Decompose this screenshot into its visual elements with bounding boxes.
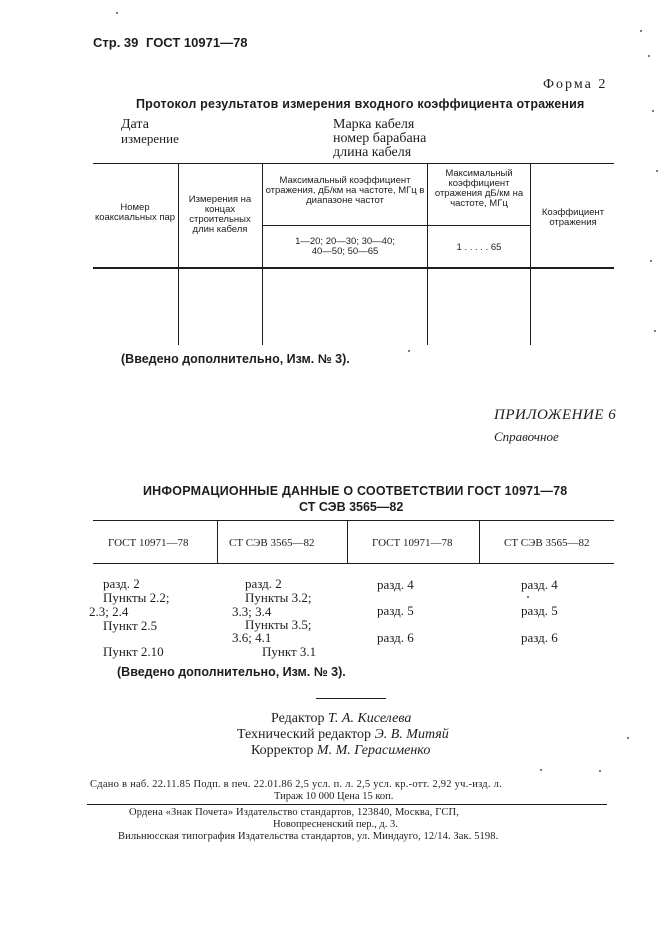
info-cell: разд. 2	[103, 576, 140, 591]
info-cell: разд. 6	[521, 630, 558, 645]
corrector-label: Корректор	[251, 743, 314, 758]
editor-name: Т. А. Киселева	[328, 711, 412, 726]
imprint-line-5: Вильнюсская типография Издательства стандартов, ул. Миндауго, 12/14. Зак. 5198.	[118, 831, 499, 842]
field-cable-length: длина кабеля	[333, 145, 412, 160]
page-number: Стр. 39	[93, 35, 139, 50]
info-header-gost-1: ГОСТ 10971—78	[108, 537, 189, 549]
col-max-reflection-freq: Максимальный коэффициент отражения дБ/км на частоте, МГц	[434, 168, 524, 209]
info-cell: Пункт 2.10	[103, 644, 164, 659]
info-header-st-sev-2: СТ СЭВ 3565—82	[504, 537, 590, 549]
info-cell: 3.6; 4.1	[232, 630, 272, 645]
info-note: (Введено дополнительно, Изм. № 3).	[117, 665, 346, 679]
corrector-name: М. М. Герасименко	[316, 743, 431, 758]
col-reflection-coefficient: Коэффициент отражения	[541, 207, 605, 228]
credit-corrector	[251, 743, 430, 759]
field-drum-number: номер барабана	[333, 131, 427, 146]
appendix-subtitle: Справочное	[494, 429, 559, 444]
info-header-st-sev-1: СТ СЭВ 3565—82	[229, 537, 315, 549]
credit-tech-editor	[237, 727, 449, 743]
info-cell: разд. 6	[377, 630, 414, 645]
info-cell: Пункт 2.5	[103, 618, 158, 633]
col-freq-values: 1 . . . . . 65	[456, 242, 502, 253]
imprint-line-4: Новопресненский пер., д. 3.	[273, 819, 398, 830]
info-header-gost-2: ГОСТ 10971—78	[372, 537, 453, 549]
col-range-values-1: 1—20; 20—30; 30—40;	[295, 236, 395, 247]
info-title-line1: ИНФОРМАЦИОННЫЕ ДАННЫЕ О СООТВЕТСТВИИ ГОСТ 10971—78	[143, 484, 568, 498]
col-range-values-2: 40—50; 50—65	[311, 246, 379, 257]
imprint-line-1: Сдано в наб. 22.11.85 Подп. в печ. 22.01.86 2,5 усл. п. л. 2,5 усл. кр.-отт. 2,92 уч.-изд. л.	[90, 779, 503, 790]
editor-label: Редактор	[271, 711, 325, 726]
info-cell: разд. 5	[521, 603, 558, 618]
imprint-line-2: Тираж 10 000 Цена 15 коп.	[274, 791, 394, 802]
imprint-rule	[87, 804, 607, 805]
separator	[316, 698, 386, 699]
info-cell: 2.3; 2.4	[89, 604, 129, 619]
field-measurement: измерение	[121, 131, 179, 146]
tech-editor-label: Технический редактор	[237, 727, 372, 742]
info-cell: 3.3; 3.4	[232, 604, 272, 619]
col-max-reflection-range: Максимальный коэффициент отражения, дБ/км на частоте, МГц в диапазоне частот	[265, 175, 425, 206]
info-cell: Пункты 3.2;	[245, 590, 312, 605]
col-pair-number: Номер коаксиальных пар	[94, 202, 176, 223]
info-title-line2: СТ СЭВ 3565—82	[299, 500, 404, 514]
appendix-title: ПРИЛОЖЕНИЕ 6	[494, 407, 617, 423]
info-cell: разд. 4	[521, 577, 558, 592]
tech-editor-name: Э. В. Митяй	[374, 727, 449, 742]
form-label: Форма 2	[543, 77, 608, 92]
credit-editor	[271, 711, 411, 727]
info-cell: разд. 2	[245, 576, 282, 591]
info-cell: Пункт 3.1	[262, 644, 317, 659]
page-standard: ГОСТ 10971—78	[146, 35, 248, 50]
info-cell: разд. 4	[377, 577, 414, 592]
col-measurements: Измерения на концах строительных длин кабеля	[188, 194, 252, 235]
field-date: Дата	[121, 117, 149, 132]
imprint-line-3: Ордена «Знак Почета» Издательство стандартов, 123840, Москва, ГСП,	[129, 807, 459, 818]
field-cable-brand: Марка кабеля	[333, 117, 415, 132]
info-cell: Пункты 3.5;	[245, 617, 312, 632]
info-cell: Пункты 2.2;	[103, 590, 170, 605]
info-cell: разд. 5	[377, 603, 414, 618]
protocol-note: (Введено дополнительно, Изм. № 3).	[121, 352, 350, 366]
protocol-title: Протокол результатов измерения входного коэффициента отражения	[136, 97, 585, 111]
